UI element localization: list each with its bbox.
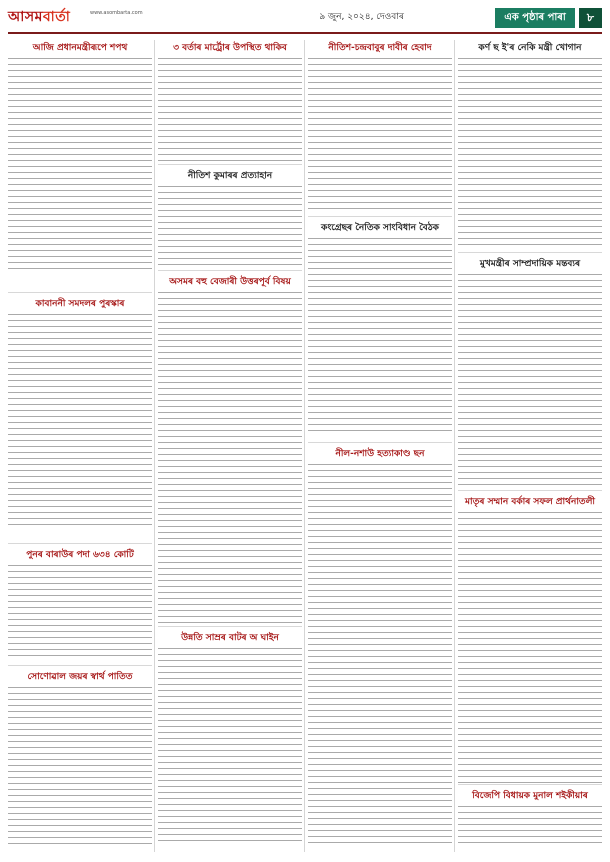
headline-barau: পুনৰ বাৰাউৰ পদা ৬৩৪ কোটি xyxy=(26,550,134,560)
headline-communal: মুখমন্ত্ৰীৰ সাম্প্ৰদায়িক মন্তব্যৰ xyxy=(479,259,581,269)
article-separator xyxy=(308,216,452,217)
headline-pm-oath: আজি প্ৰধানমন্ত্ৰীৰূপে শপথ xyxy=(32,43,128,53)
masthead xyxy=(8,8,602,34)
page-number: ৮ xyxy=(579,8,602,28)
headline-congress: কংগ্ৰেছৰ নৈতিক সাংবিধান বৈঠক xyxy=(321,223,439,233)
logo-right-text: বাৰ্তা xyxy=(42,9,71,25)
headline-northeast: অসমৰ বহু বেজাৰী উত্তৰপূৰ্ব বিষয় xyxy=(169,277,291,287)
article-nitish-chandrababu xyxy=(308,40,452,216)
headline-nitish: নীতিশ কুমাৰৰ প্ৰত্যাহান xyxy=(187,171,273,181)
masthead-meta: www.asombarta.com xyxy=(90,10,143,16)
newspaper-logo xyxy=(8,8,70,26)
article-separator xyxy=(158,164,302,165)
headline-mother-honor: মাতৃৰ সম্মান বৰ্কাৰ সফল প্ৰাৰ্থনাতলী xyxy=(465,497,595,507)
column-divider xyxy=(154,40,155,852)
article-communal xyxy=(458,256,602,490)
column-2 xyxy=(158,40,302,852)
headline-sonowal: সোণোৱাল জয়ৰ স্বাৰ্থ পাতিত xyxy=(27,672,133,682)
headline-growth: উন্নতি সাম্ৰৰ বাটৰ অ ঘাইন xyxy=(181,633,279,643)
article-bjp-mla xyxy=(458,788,602,852)
article-separator xyxy=(458,784,602,785)
headline-karna: কৰ্ণ ছ ই'ৰ নেকি মন্ত্ৰী খোগান xyxy=(478,43,582,53)
article-nitish xyxy=(158,168,302,270)
article-separator xyxy=(8,292,152,293)
column-3 xyxy=(308,40,452,852)
article-mother-honor xyxy=(458,494,602,784)
article-separator xyxy=(308,442,452,443)
headline-three-ministers: ৩ বৰ্তাৰ মাৰ্ট্ৰোৰ উপস্থিত থাকিব xyxy=(173,43,287,53)
article-neel-nashau xyxy=(308,446,452,852)
article-separator xyxy=(158,270,302,271)
article-separator xyxy=(8,543,152,544)
logo-left-text: আসম xyxy=(8,9,43,25)
headline-bjp-mla: বিজেপি বিধায়ক মুনাল শইকীয়াৰ xyxy=(472,791,588,801)
column-1 xyxy=(8,40,152,852)
column-divider xyxy=(454,40,455,852)
article-congress xyxy=(308,220,452,442)
article-kabanani xyxy=(8,296,152,543)
page-tagline: এক পৃষ্ঠাৰ পাৰা xyxy=(495,8,575,28)
article-pm-oath xyxy=(8,40,152,292)
article-northeast xyxy=(158,274,302,626)
headline-kabanani: কাবাননী সমদলৰ পুৰস্কাৰ xyxy=(35,299,125,309)
article-separator xyxy=(8,665,152,666)
article-growth xyxy=(158,630,302,852)
column-divider xyxy=(304,40,305,852)
article-three-ministers xyxy=(158,40,302,164)
article-barau xyxy=(8,547,152,665)
headline-nitish-chandrababu: নীতিশ-চন্দ্ৰবাবুৰ দাবীৰ হেবাদ xyxy=(328,43,432,53)
article-sonowal xyxy=(8,669,152,852)
article-separator xyxy=(458,490,602,491)
issue-date: ৯ জুন, ২০২৪, দেওবাৰ xyxy=(319,12,404,22)
article-karna xyxy=(458,40,602,252)
headline-neel-nashau: নীল-নশাউ হত্যাকাণ্ড ছন xyxy=(335,449,425,459)
column-4 xyxy=(458,40,602,852)
article-separator xyxy=(458,252,602,253)
article-separator xyxy=(158,626,302,627)
